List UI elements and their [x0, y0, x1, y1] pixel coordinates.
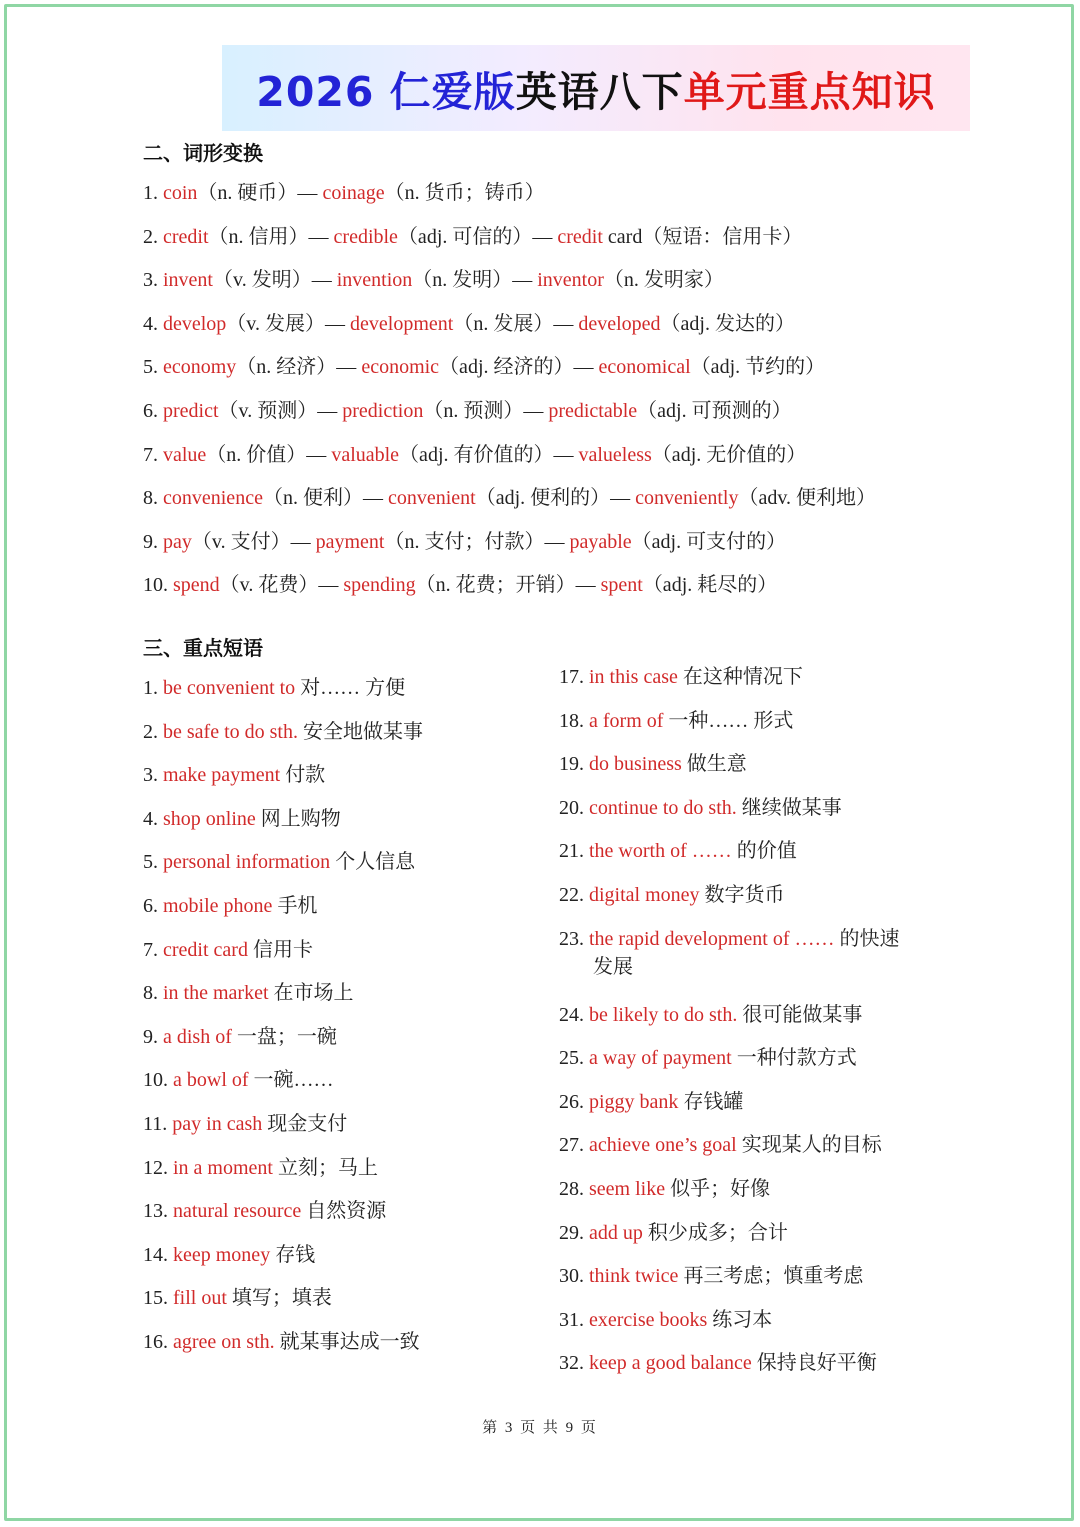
english-word: value — [163, 443, 207, 466]
phrase-row — [559, 707, 793, 735]
phrase-row — [143, 1110, 347, 1138]
chinese-meaning: 安全地做某事 — [297, 720, 423, 743]
chinese-meaning: 填写；填表 — [226, 1287, 332, 1310]
english-word: convenience — [163, 487, 263, 510]
english-word: economical — [598, 356, 691, 379]
word-gloss: （n. 发明家） — [603, 269, 724, 292]
word-gloss: （adj. 节约的） — [690, 356, 826, 379]
item-number: 1. — [143, 182, 163, 204]
item-number: 28. — [559, 1178, 589, 1200]
item-number: 11. — [143, 1113, 173, 1135]
item-number: 21. — [559, 840, 589, 863]
phrase-row — [559, 1262, 863, 1290]
word-form-row — [143, 528, 786, 556]
english-word: invention — [336, 269, 413, 292]
item-number: 9. — [143, 1025, 163, 1048]
english-word: payable — [569, 530, 632, 553]
word-form-row — [143, 441, 806, 469]
word-gloss: （v. 支付）— — [191, 530, 316, 553]
english-phrase: keep money — [173, 1243, 271, 1266]
english-phrase: natural resource — [173, 1200, 302, 1223]
item-number: 6. — [143, 400, 163, 422]
english-word: spent — [600, 574, 643, 597]
title-banner — [222, 45, 970, 131]
chinese-meaning: 现金支付 — [262, 1113, 348, 1135]
chinese-meaning: 的快速 — [834, 927, 900, 950]
title-part-year-edition: 2026 仁爱版 — [256, 67, 516, 116]
english-phrase: be likely to do sth. — [589, 1003, 738, 1026]
word-form-row — [143, 571, 777, 599]
english-word: coin — [163, 182, 198, 204]
english-phrase: mobile phone — [163, 895, 273, 917]
phrase-row — [143, 936, 313, 964]
item-number: 7. — [143, 938, 163, 961]
item-number: 2. — [143, 225, 163, 248]
english-word: credit — [163, 225, 209, 248]
english-phrase: do business — [589, 753, 682, 776]
english-phrase: pay in cash — [172, 1113, 263, 1135]
chinese-meaning: 数字货币 — [699, 884, 785, 906]
section-heading-phrases: 三、重点短语 — [143, 636, 263, 660]
phrase-row — [559, 1001, 862, 1029]
english-phrase: personal information — [163, 851, 331, 874]
english-word: prediction — [342, 400, 424, 422]
chinese-meaning: 在市场上 — [268, 982, 354, 1005]
english-phrase: a dish of — [163, 1025, 232, 1048]
english-word: invent — [163, 269, 213, 292]
english-word: economic — [361, 356, 440, 379]
item-number: 16. — [143, 1331, 173, 1353]
english-word: valuable — [331, 443, 400, 466]
word-gloss: （n. 发展）— — [453, 312, 579, 335]
item-number: 32. — [559, 1352, 589, 1375]
word-gloss: （adj. 便利的）— — [475, 487, 636, 510]
chinese-meaning: 对…… 方便 — [295, 677, 406, 699]
item-number: 25. — [559, 1047, 589, 1070]
english-phrase: seem like — [589, 1178, 666, 1200]
word-gloss: （v. 花费）— — [219, 574, 344, 597]
phrase-row — [559, 663, 803, 691]
phrase-row — [143, 761, 325, 789]
word-gloss: （v. 发展）— — [226, 312, 351, 335]
item-number: 12. — [143, 1156, 173, 1179]
item-number: 1. — [143, 677, 163, 699]
phrase-row — [143, 848, 415, 876]
english-word: develop — [163, 312, 227, 335]
chinese-meaning: 个人信息 — [330, 851, 416, 874]
english-phrase: continue to do sth. — [589, 796, 737, 819]
english-phrase: in the market — [163, 982, 269, 1005]
phrase-row — [559, 750, 747, 778]
phrase-row — [559, 1088, 743, 1116]
word-gloss: （n. 花费；开销）— — [415, 574, 601, 597]
phrase-row — [143, 1066, 334, 1094]
english-phrase: agree on sth. — [173, 1331, 275, 1353]
english-phrase: a bowl of — [173, 1069, 249, 1092]
english-word: pay — [163, 530, 192, 553]
item-number: 23. — [559, 927, 589, 950]
english-phrase: shop online — [163, 807, 256, 830]
item-number: 8. — [143, 487, 163, 510]
item-number: 9. — [143, 530, 163, 553]
chinese-meaning-continued: 发展 — [593, 955, 633, 978]
chinese-meaning: 积少成多；合计 — [642, 1221, 788, 1244]
word-gloss: card（短语：信用卡） — [602, 225, 803, 248]
english-phrase: in a moment — [173, 1156, 273, 1179]
phrase-row — [143, 1328, 420, 1356]
item-number: 5. — [143, 356, 163, 379]
item-number: 30. — [559, 1265, 589, 1288]
phrase-row — [143, 1284, 332, 1312]
item-number: 26. — [559, 1090, 589, 1113]
english-word: economy — [163, 356, 237, 379]
chinese-meaning: 存钱 — [270, 1243, 316, 1266]
english-word: credible — [333, 225, 398, 248]
title-part-grade: 英语八下 — [515, 67, 684, 116]
english-phrase: in this case — [589, 666, 678, 688]
phrase-row — [143, 1241, 315, 1269]
item-number: 31. — [559, 1308, 589, 1331]
phrase-row — [559, 1175, 770, 1203]
chinese-meaning: 一碗…… — [248, 1069, 334, 1092]
item-number: 7. — [143, 443, 163, 466]
word-gloss: （adj. 可信的）— — [397, 225, 558, 248]
phrase-row — [143, 718, 423, 746]
phrase-row — [559, 1131, 882, 1159]
phrase-row — [559, 881, 785, 909]
word-gloss: （n. 预测）— — [423, 400, 549, 422]
phrase-row — [559, 794, 842, 822]
word-form-row — [143, 310, 795, 338]
item-number: 4. — [143, 807, 163, 830]
phrase-row — [143, 892, 317, 920]
english-phrase: credit card — [163, 938, 248, 961]
word-gloss: （n. 支付；付款）— — [384, 530, 570, 553]
phrase-row — [143, 674, 405, 702]
chinese-meaning: 一盘；一碗 — [231, 1025, 337, 1048]
phrase-row — [143, 1197, 386, 1225]
word-form-row — [143, 223, 802, 251]
chinese-meaning: 存钱罐 — [678, 1090, 744, 1113]
phrase-row — [143, 805, 341, 833]
english-word: spend — [173, 574, 220, 597]
phrase-row — [559, 837, 797, 865]
item-number: 22. — [559, 884, 589, 906]
english-word: coinage — [322, 182, 385, 204]
english-phrase: exercise books — [589, 1308, 708, 1331]
chinese-meaning: 网上购物 — [255, 807, 341, 830]
english-phrase: a form of — [589, 709, 664, 732]
item-number: 14. — [143, 1243, 173, 1266]
word-gloss: （n. 发明）— — [412, 269, 538, 292]
english-word: developed — [578, 312, 661, 335]
word-gloss: （adj. 发达的） — [660, 312, 795, 335]
english-phrase: make payment — [163, 764, 281, 787]
word-gloss: （v. 预测）— — [218, 400, 343, 422]
phrase-row — [143, 1023, 337, 1051]
item-number: 19. — [559, 753, 589, 776]
word-gloss: （n. 价值）— — [206, 443, 332, 466]
item-number: 10. — [143, 1069, 173, 1092]
phrase-row — [559, 1349, 877, 1377]
chinese-meaning: 立刻；马上 — [272, 1156, 378, 1179]
english-phrase: a way of payment — [589, 1047, 732, 1070]
chinese-meaning: 就某事达成一致 — [274, 1331, 420, 1353]
word-gloss: （n. 经济）— — [236, 356, 362, 379]
word-gloss: （adj. 可预测的） — [637, 400, 792, 422]
english-phrase: add up — [589, 1221, 643, 1244]
chinese-meaning: 保持良好平衡 — [751, 1352, 877, 1375]
english-word: development — [350, 312, 454, 335]
english-phrase: the rapid development of …… — [589, 927, 835, 950]
item-number: 20. — [559, 796, 589, 819]
english-word: predict — [163, 400, 219, 422]
word-form-row — [143, 353, 825, 381]
english-phrase: keep a good balance — [589, 1352, 752, 1375]
item-number: 13. — [143, 1200, 173, 1223]
chinese-meaning: 似乎；好像 — [665, 1178, 771, 1200]
english-word: payment — [315, 530, 385, 553]
word-form-row — [143, 179, 545, 207]
item-number: 6. — [143, 895, 163, 917]
chinese-meaning: 付款 — [280, 764, 326, 787]
word-gloss: （n. 信用）— — [208, 225, 334, 248]
english-phrase: digital money — [589, 884, 700, 906]
item-number: 2. — [143, 720, 163, 743]
chinese-meaning: 一种付款方式 — [731, 1047, 857, 1070]
chinese-meaning: 继续做某事 — [736, 796, 842, 819]
phrase-row — [559, 925, 939, 981]
english-phrase: achieve one’s goal — [589, 1134, 737, 1157]
english-word: conveniently — [635, 487, 739, 510]
english-phrase: be convenient to — [163, 677, 296, 699]
item-number: 5. — [143, 851, 163, 874]
chinese-meaning: 的价值 — [731, 840, 797, 863]
chinese-meaning: 再三考虑；慎重考虑 — [678, 1265, 864, 1288]
item-number: 29. — [559, 1221, 589, 1244]
word-gloss: （v. 发明）— — [213, 269, 337, 292]
chinese-meaning: 手机 — [272, 895, 318, 917]
english-phrase: fill out — [173, 1287, 227, 1310]
english-word: spending — [343, 574, 416, 597]
english-word: predictable — [548, 400, 638, 422]
chinese-meaning: 在这种情况下 — [677, 666, 803, 688]
chinese-meaning: 练习本 — [707, 1308, 773, 1331]
english-word: inventor — [537, 269, 604, 292]
item-number: 4. — [143, 312, 163, 335]
phrase-row — [143, 1154, 378, 1182]
title-part-topic: 单元重点知识 — [683, 67, 936, 116]
phrase-row — [559, 1044, 857, 1072]
english-word: valueless — [578, 443, 652, 466]
section-heading-word-forms: 二、词形变换 — [143, 141, 263, 165]
phrase-row — [143, 979, 354, 1007]
english-phrase: be safe to do sth. — [163, 720, 298, 743]
item-number: 15. — [143, 1287, 173, 1310]
english-word: convenient — [387, 487, 476, 510]
chinese-meaning: 很可能做某事 — [737, 1003, 863, 1026]
item-number: 3. — [143, 764, 163, 787]
chinese-meaning: 一种…… 形式 — [663, 709, 794, 732]
item-number: 24. — [559, 1003, 589, 1026]
word-gloss: （adj. 可支付的） — [631, 530, 787, 553]
item-number: 3. — [143, 269, 163, 292]
english-phrase: piggy bank — [589, 1090, 679, 1113]
english-phrase: the worth of …… — [589, 840, 732, 863]
word-gloss: （adj. 耗尽的） — [642, 574, 778, 597]
word-form-row — [143, 266, 724, 294]
phrase-row — [559, 1306, 772, 1334]
chinese-meaning: 实现某人的目标 — [736, 1134, 882, 1157]
page-number-footer: 第 3 页 共 9 页 — [482, 1420, 598, 1436]
word-form-row — [143, 484, 876, 512]
word-gloss: （adv. 便利地） — [738, 487, 877, 510]
item-number: 10. — [143, 574, 173, 597]
word-gloss: （n. 货币；铸币） — [384, 182, 545, 204]
word-gloss: （n. 硬币）— — [197, 182, 323, 204]
chinese-meaning: 做生意 — [681, 753, 747, 776]
page-title — [256, 59, 935, 118]
chinese-meaning: 信用卡 — [247, 938, 313, 961]
item-number: 18. — [559, 709, 589, 732]
word-gloss: （adj. 经济的）— — [439, 356, 599, 379]
english-word: credit — [557, 225, 603, 248]
item-number: 8. — [143, 982, 163, 1005]
phrase-row — [559, 1219, 788, 1247]
word-gloss: （adj. 有价值的）— — [399, 443, 579, 466]
item-number: 17. — [559, 666, 589, 688]
word-gloss: （n. 便利）— — [262, 487, 388, 510]
english-phrase: think twice — [589, 1265, 679, 1288]
word-form-row — [143, 397, 792, 425]
item-number: 27. — [559, 1134, 589, 1157]
chinese-meaning: 自然资源 — [301, 1200, 387, 1223]
word-gloss: （adj. 无价值的） — [651, 443, 807, 466]
